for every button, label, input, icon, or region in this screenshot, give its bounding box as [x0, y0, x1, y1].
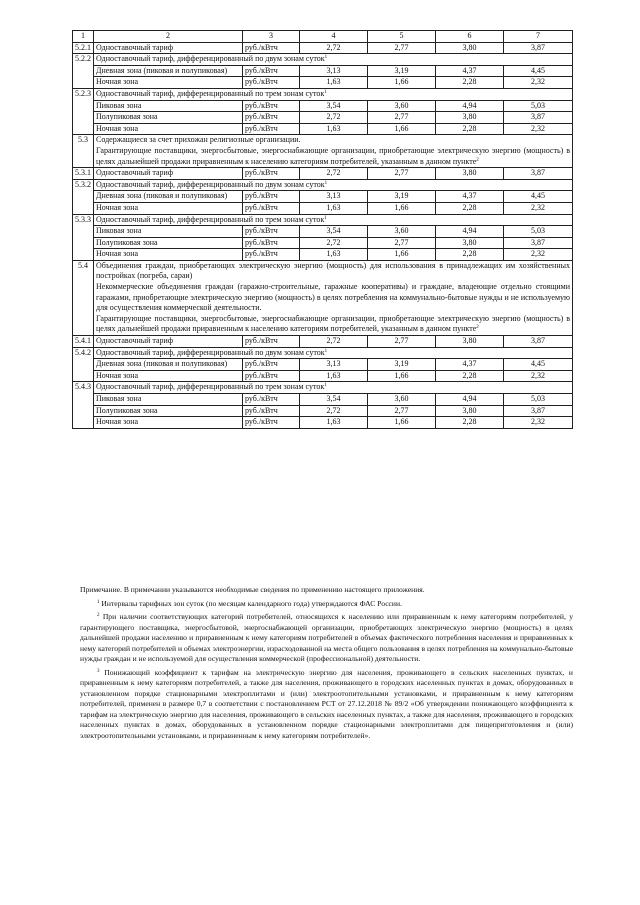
subheading-row	[73, 214, 573, 226]
description-cell	[94, 260, 573, 335]
subheading-row	[73, 382, 573, 394]
tariff-value: 2,28	[436, 417, 504, 429]
tariff-row	[73, 405, 573, 417]
tariff-value: 1,63	[300, 249, 368, 261]
tariff-label: Ночная зона	[94, 249, 243, 261]
item-number: 5.4.1	[73, 336, 94, 348]
unit-cell: руб./кВтч	[243, 42, 300, 54]
subheading-row	[73, 54, 573, 66]
footnote-marker: 1	[324, 180, 328, 186]
description-text: Гарантирующие поставщики, энергосбытовые, энергоснабжающие организации, приобретающие электрическую энергию (мощность) в целях дальнейшей продажи приравненным к населению категориям потребителей, указанным в данном пункте	[96, 145, 570, 166]
subheading-text: Одноставочный тариф, дифференцированный по двум зонам суток	[96, 54, 325, 64]
tariff-value: 3,54	[300, 100, 368, 112]
tariff-row	[73, 359, 573, 371]
item-number: 5.3.1	[73, 168, 94, 180]
tariff-value: 2,72	[300, 237, 368, 249]
tariff-value: 4,37	[436, 191, 504, 203]
tariff-label: Пиковая зона	[94, 394, 243, 406]
item-number: 5.2.2	[73, 54, 94, 89]
description-text: Гарантирующие поставщики, энергосбытовые, энергоснабжающие организации, приобретающие электрическую энергию (мощность) в целях дальнейшей продажи приравненным к населению категориям потребителей, указанным в данном пункте	[96, 313, 570, 334]
tariff-label: Полупиковая зона	[94, 405, 243, 417]
tariff-value: 3,54	[300, 394, 368, 406]
unit-cell: руб./кВтч	[243, 336, 300, 348]
item-number: 5.4	[73, 260, 94, 335]
item-number: 5.3.3	[73, 214, 94, 260]
tariff-row	[73, 100, 573, 112]
unit-cell: руб./кВтч	[243, 359, 300, 371]
column-header: 2	[94, 31, 243, 43]
footnote-marker: 3	[97, 668, 100, 674]
unit-cell: руб./кВтч	[243, 405, 300, 417]
tariff-value: 5,03	[504, 100, 573, 112]
tariff-value: 2,77	[368, 405, 436, 417]
tariff-value: 4,37	[436, 65, 504, 77]
subheading-cell	[94, 88, 573, 100]
tariff-row	[73, 191, 573, 203]
note-intro: Примечание. В примечании указываются необходимые сведения по применению настоящего приложения.	[80, 585, 425, 594]
unit-cell: руб./кВтч	[243, 65, 300, 77]
tariff-value: 2,77	[368, 112, 436, 124]
footnote-marker: 1	[324, 383, 327, 389]
tariff-label: Ночная зона	[94, 123, 243, 135]
tariff-value: 1,66	[368, 202, 436, 214]
tariff-value: 2,77	[368, 42, 436, 54]
tariff-value: 4,94	[436, 100, 504, 112]
tariff-value: 3,87	[504, 237, 573, 249]
footnote-marker: 1	[324, 215, 327, 221]
tariff-value: 4,94	[436, 226, 504, 238]
tariff-value: 5,03	[504, 394, 573, 406]
tariff-value: 3,87	[504, 405, 573, 417]
item-number: 5.4.2	[73, 347, 94, 382]
tariff-row	[73, 336, 573, 348]
tariff-value: 3,80	[436, 112, 504, 124]
tariff-label: Одноставочный тариф	[94, 42, 243, 54]
subheading-row	[73, 347, 573, 359]
tariff-label: Пиковая зона	[94, 100, 243, 112]
subheading-cell	[94, 382, 573, 394]
tariff-value: 3,13	[300, 359, 368, 371]
subheading-cell	[94, 54, 573, 66]
description-paragraph	[96, 261, 570, 282]
footnote-text: Понижающий коэффициент к тарифам на электрическую энергию для населения, проживающего в сельских населенных пунктах, и приравненным к нему категориям потребителей, а также для населения, проживающего в городских населенных пунктах в домах, оборудованных в установленном порядке стационарными электроплитами и (или) электроотопительными установками, и приравненным к нему категориям потребителей, применен в размере 0,7 в соответствии с постановлением РСТ от 27.12.2018 № 89/2 «Об утверждении понижающего коэффициента к тарифам на электрическую энергию для населения, проживающего в сельских населенных пунктах, а также для населения, проживающего в городских населенных пунктах в домах, оборудованных в установленном порядке стационарными электроплитами для пищеприготовления и (или) электроотопительными установками, и приравненным к нему категориям потребителей».	[80, 667, 573, 740]
tariff-value: 1,66	[368, 123, 436, 135]
item-number: 5.4.3	[73, 382, 94, 428]
unit-cell: руб./кВтч	[243, 417, 300, 429]
subheading-row	[73, 88, 573, 100]
footnote-marker: 2	[476, 325, 479, 331]
description-cell	[94, 135, 573, 168]
tariff-value: 3,60	[368, 100, 436, 112]
tariff-value: 3,80	[436, 42, 504, 54]
item-number: 5.3	[73, 135, 94, 168]
tariff-value: 1,66	[368, 370, 436, 382]
tariff-value: 2,32	[504, 417, 573, 429]
tariff-value: 2,28	[436, 77, 504, 89]
description-row	[73, 135, 573, 168]
unit-cell: руб./кВтч	[243, 123, 300, 135]
footnote	[80, 599, 573, 610]
tariff-value: 3,60	[368, 226, 436, 238]
description-text: Некоммерческие объединения граждан (гаражно-строительные, гаражные кооперативы) и граждане, владеющие отдельно стоящими гаражами, приобретающие электрическую энергию (мощность) в целях потребления на коммунально-бытовые нужды и не используемую для осуществления коммерческой деятельности.	[96, 282, 570, 313]
tariff-value: 4,94	[436, 394, 504, 406]
tariff-document	[72, 30, 572, 429]
description-row	[73, 260, 573, 335]
tariff-row	[73, 370, 573, 382]
unit-cell: руб./кВтч	[243, 237, 300, 249]
unit-cell: руб./кВтч	[243, 370, 300, 382]
tariff-row	[73, 202, 573, 214]
tariff-value: 1,66	[368, 249, 436, 261]
tariff-row	[73, 417, 573, 429]
column-header: 4	[300, 31, 368, 43]
tariff-row	[73, 237, 573, 249]
tariff-row	[73, 249, 573, 261]
footnote-marker: 1	[324, 55, 328, 61]
tariff-label: Ночная зона	[94, 77, 243, 89]
tariff-label: Дневная зона (пиковая и полупиковая)	[94, 191, 243, 203]
tariff-value: 2,32	[504, 202, 573, 214]
header-row	[73, 31, 573, 43]
tariff-row	[73, 42, 573, 54]
subheading-cell	[94, 347, 573, 359]
item-number: 5.2.3	[73, 88, 94, 134]
description-paragraph	[96, 146, 570, 167]
tariff-value: 3,80	[436, 336, 504, 348]
tariff-value: 3,87	[504, 168, 573, 180]
tariff-value: 2,72	[300, 42, 368, 54]
tariff-value: 4,45	[504, 65, 573, 77]
footnote-text: При наличии соответствующих категорий потребителей, относящихся к населению или приравненным к нему категориям потребителей, у гарантирующего поставщика, энергосбытовой, энергоснабжающей организации, приобретающих электрическую энергию (мощность) в целях дальнейшей продажи населению и приравненным к нему категориям потребителей в объемах фактического потребления населения и приравненных к нему категорий потребителей и объемах электроэнергии, израсходованной на места общего пользования в целях потребления на коммунально-бытовые нужды граждан и не используемой для осуществления коммерческой (профессиональной) деятельности.	[80, 612, 573, 663]
subheading-cell	[94, 214, 573, 226]
tariff-label: Ночная зона	[94, 370, 243, 382]
tariff-value: 2,32	[504, 249, 573, 261]
description-paragraph	[96, 282, 570, 314]
tariff-value: 3,87	[504, 112, 573, 124]
subheading-row	[73, 179, 573, 191]
footnote	[80, 668, 573, 742]
tariff-label: Одноставочный тариф	[94, 168, 243, 180]
tariff-table	[72, 30, 573, 429]
tariff-value: 4,45	[504, 191, 573, 203]
tariff-label: Ночная зона	[94, 202, 243, 214]
tariff-value: 3,13	[300, 191, 368, 203]
tariff-value: 2,32	[504, 370, 573, 382]
unit-cell: руб./кВтч	[243, 394, 300, 406]
description-paragraph	[96, 314, 570, 335]
footnote-marker: 2	[97, 613, 100, 618]
description-text: Содержащиеся за счет прихожан религиозные организации.	[96, 135, 301, 145]
tariff-value: 3,87	[504, 42, 573, 54]
tariff-value: 3,19	[368, 359, 436, 371]
tariff-value: 2,28	[436, 249, 504, 261]
footnote-marker: 1	[97, 599, 100, 605]
footnote-marker: 1	[324, 348, 328, 354]
tariff-value: 3,80	[436, 168, 504, 180]
tariff-value: 3,54	[300, 226, 368, 238]
tariff-label: Полупиковая зона	[94, 237, 243, 249]
tariff-value: 2,32	[504, 77, 573, 89]
tariff-label: Дневная зона (пиковая и полупиковая)	[94, 65, 243, 77]
column-header: 1	[73, 31, 94, 43]
tariff-value: 2,32	[504, 123, 573, 135]
item-number: 5.2.1	[73, 42, 94, 54]
subheading-text: Одноставочный тариф, дифференцированный по двум зонам суток	[96, 347, 325, 357]
description-text: Объединения граждан, приобретающих электрическую энергию (мощность) для использования в принадлежащих им хозяйственных постройках (погреба, сараи)	[96, 260, 570, 281]
tariff-value: 3,60	[368, 394, 436, 406]
tariff-value: 3,19	[368, 65, 436, 77]
unit-cell: руб./кВтч	[243, 249, 300, 261]
tariff-value: 3,80	[436, 405, 504, 417]
subheading-text: Одноставочный тариф, дифференцированный по двум зонам суток	[96, 179, 325, 189]
tariff-value: 3,13	[300, 65, 368, 77]
tariff-value: 3,80	[436, 237, 504, 249]
subheading-cell	[94, 179, 573, 191]
tariff-label: Одноставочный тариф	[94, 336, 243, 348]
tariff-value: 2,72	[300, 168, 368, 180]
tariff-value: 3,19	[368, 191, 436, 203]
column-header: 7	[504, 31, 573, 43]
tariff-value: 3,87	[504, 336, 573, 348]
unit-cell: руб./кВтч	[243, 168, 300, 180]
tariff-value: 2,77	[368, 336, 436, 348]
footnote-marker: 1	[324, 89, 327, 95]
tariff-value: 2,28	[436, 370, 504, 382]
unit-cell: руб./кВтч	[243, 77, 300, 89]
tariff-value: 2,72	[300, 112, 368, 124]
tariff-value: 1,63	[300, 77, 368, 89]
tariff-value: 1,63	[300, 202, 368, 214]
tariff-value: 1,66	[368, 77, 436, 89]
tariff-value: 1,66	[368, 417, 436, 429]
tariff-label: Ночная зона	[94, 417, 243, 429]
tariff-label: Пиковая зона	[94, 226, 243, 238]
tariff-row	[73, 77, 573, 89]
column-header: 3	[243, 31, 300, 43]
column-header: 5	[368, 31, 436, 43]
unit-cell: руб./кВтч	[243, 226, 300, 238]
footnote	[80, 612, 573, 665]
tariff-value: 1,63	[300, 417, 368, 429]
tariff-label: Дневная зона (пиковая и полупиковая)	[94, 359, 243, 371]
column-header: 6	[436, 31, 504, 43]
tariff-value: 2,72	[300, 336, 368, 348]
tariff-value: 4,37	[436, 359, 504, 371]
tariff-row	[73, 123, 573, 135]
tariff-value: 1,63	[300, 370, 368, 382]
tariff-value: 2,77	[368, 237, 436, 249]
item-number: 5.3.2	[73, 179, 94, 214]
unit-cell: руб./кВтч	[243, 100, 300, 112]
tariff-value: 2,72	[300, 405, 368, 417]
unit-cell: руб./кВтч	[243, 191, 300, 203]
tariff-value: 2,28	[436, 202, 504, 214]
description-paragraph	[96, 135, 570, 146]
footnote-marker: 2	[476, 157, 479, 163]
tariff-row	[73, 394, 573, 406]
tariff-value: 5,03	[504, 226, 573, 238]
tariff-value: 2,28	[436, 123, 504, 135]
tariff-value: 1,63	[300, 123, 368, 135]
tariff-row	[73, 168, 573, 180]
footnote-text: Интервалы тарифных зон суток (по месяцам календарного года) утверждаются ФАС России.	[101, 598, 402, 608]
subheading-text: Одноставочный тариф, дифференцированный по трем зонам суток	[96, 88, 325, 98]
tariff-value: 2,77	[368, 168, 436, 180]
notes-section	[80, 585, 573, 744]
tariff-row	[73, 65, 573, 77]
tariff-row	[73, 226, 573, 238]
unit-cell: руб./кВтч	[243, 202, 300, 214]
tariff-value: 4,45	[504, 359, 573, 371]
unit-cell: руб./кВтч	[243, 112, 300, 124]
tariff-label: Полупиковая зона	[94, 112, 243, 124]
subheading-text: Одноставочный тариф, дифференцированный по трем зонам суток	[96, 214, 325, 224]
tariff-row	[73, 112, 573, 124]
subheading-text: Одноставочный тариф, дифференцированный по трем зонам суток	[96, 382, 325, 392]
